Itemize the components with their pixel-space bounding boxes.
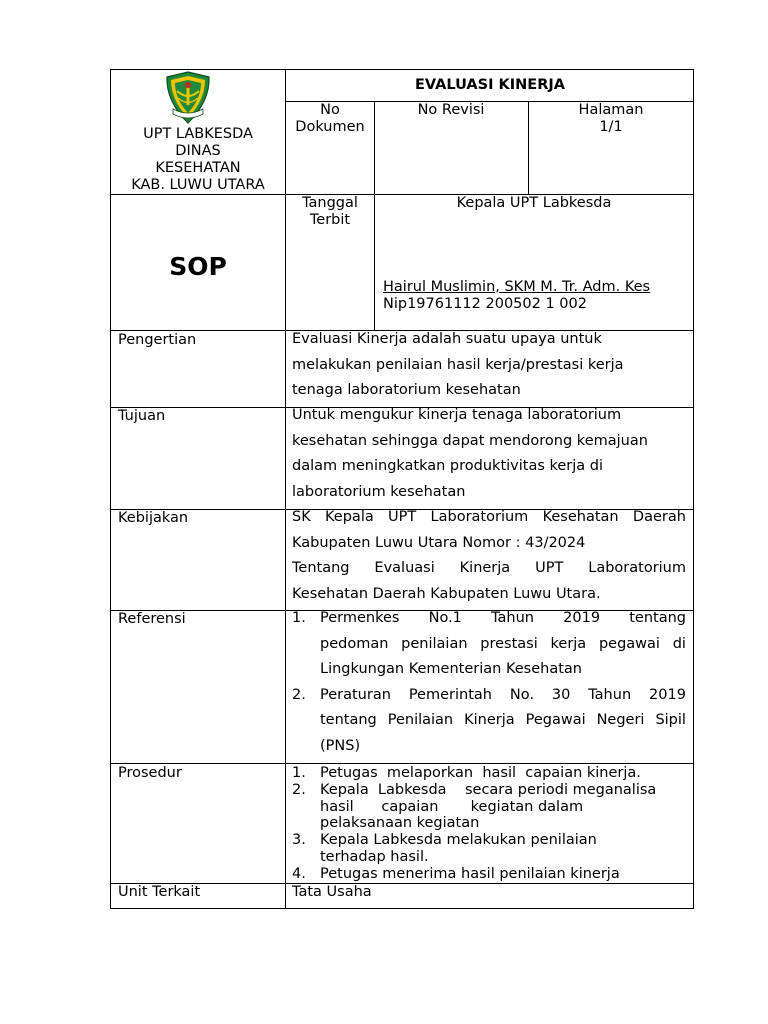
word: Permenkes: [320, 610, 400, 626]
referensi-line: [320, 683, 686, 709]
word: pegawai: [598, 635, 660, 652]
tujuan-line: Untuk mengukur kinerja tenaga laboratorium: [292, 407, 622, 423]
prosedur-line: Petugas melaporkan hasil capaian kinerja.: [320, 765, 641, 781]
prosedur-line: hasil capaian kegiatan dalam: [320, 798, 584, 815]
word: Evaluasi: [374, 560, 435, 576]
word: 30: [551, 686, 571, 703]
list-number: 2.: [292, 686, 306, 703]
org-line: DINAS: [175, 143, 221, 159]
halaman-value: 1/1: [599, 119, 623, 135]
referensi-line: [320, 606, 686, 632]
word: Kinerja: [464, 712, 515, 728]
luwu-utara-emblem-icon: [163, 71, 213, 125]
word: Kepala: [325, 509, 374, 525]
word: di: [672, 635, 686, 652]
tujuan-line: dalam meningkatkan produktivitas kerja di: [292, 458, 604, 474]
word: Laboratorium: [588, 560, 686, 576]
prosedur-line: Kepala Labkesda melakukan penilaian: [320, 832, 597, 849]
no-revisi-label: No Revisi: [417, 102, 485, 118]
org-line: KESEHATAN: [155, 160, 241, 176]
kebijakan-line: [292, 556, 686, 582]
prosedur-list: [292, 765, 686, 883]
kebijakan-label: Kebijakan: [118, 510, 189, 526]
tujuan-line: laboratorium kesehatan: [292, 483, 466, 500]
word: Tahun: [491, 610, 534, 626]
word: No.: [509, 686, 534, 703]
sop-label: SOP: [169, 252, 227, 281]
kebijakan-line: Kesehatan Daerah Kabupaten Luwu Utara.: [292, 585, 601, 602]
referensi-line: [320, 708, 686, 734]
pengertian-line: Evaluasi Kinerja adalah suatu upaya untuk: [292, 331, 602, 347]
word: penilaian: [401, 635, 468, 652]
signer-nip: Nip19761112 200502 1 002: [383, 296, 587, 312]
main-column-divider: [285, 69, 286, 909]
word: Penilaian: [387, 712, 454, 728]
organization-name: [112, 126, 284, 194]
list-item: [292, 683, 686, 760]
referensi-list: [292, 606, 686, 759]
list-item: [292, 782, 686, 832]
tujuan-text: [292, 403, 648, 505]
document-title: EVALUASI KINERJA: [415, 77, 565, 93]
list-number: 4.: [292, 865, 306, 882]
word: tentang: [320, 712, 377, 728]
list-item: [292, 606, 686, 683]
word: 2019: [649, 686, 686, 703]
word: Kinerja: [459, 560, 511, 576]
row-divider-prosedur: [110, 763, 694, 764]
word: Kesehatan: [542, 509, 619, 525]
word: Peraturan: [320, 686, 391, 703]
list-number: 3.: [292, 832, 306, 849]
word: prestasi: [480, 635, 538, 652]
word: UPT: [535, 560, 564, 576]
word: Tahun: [588, 686, 632, 703]
list-item: [292, 866, 686, 883]
list-item: [292, 765, 686, 782]
word: No.1: [428, 610, 462, 626]
referensi-label: Referensi: [118, 611, 186, 627]
header-divider-2: [528, 101, 529, 194]
pengertian-line: melakukan penilaian hasil kerja/prestasi kerja: [292, 356, 624, 373]
signer-name: Hairul Muslimin, SKM M. Tr. Adm. Kes: [383, 279, 651, 295]
tujuan-line: kesehatan sehingga dapat mendorong kemajuan: [292, 432, 648, 449]
prosedur-line: Petugas menerima hasil penilaian kinerja: [320, 865, 620, 882]
referensi-line: (PNS): [320, 737, 361, 754]
word: pedoman: [320, 635, 389, 652]
header-divider-1: [374, 101, 375, 330]
org-line: UPT LABKESDA: [143, 126, 253, 142]
prosedur-line: terhadap hasil.: [320, 848, 429, 865]
kebijakan-line: [292, 505, 686, 531]
word: UPT: [388, 509, 417, 525]
word: kerja: [550, 635, 587, 652]
unit-terkait-label: Unit Terkait: [118, 884, 201, 900]
list-number: 1.: [292, 765, 306, 781]
no-dokumen-label: No Dokumen: [295, 102, 365, 135]
list-number: 1.: [292, 610, 306, 626]
prosedur-line: pelaksanaan kegiatan: [320, 815, 480, 832]
tanggal-terbit-label: Tanggal Terbit: [302, 195, 358, 228]
unit-terkait-value: Tata Usaha: [292, 884, 372, 900]
word: Daerah: [632, 509, 686, 525]
word: tentang: [629, 610, 686, 626]
prosedur-line: Kepala Labkesda secara periodi meganalisa: [320, 781, 657, 798]
pengertian-text: [292, 327, 624, 404]
word: Sipil: [655, 712, 686, 728]
referensi-line: [320, 632, 686, 658]
word: 2019: [563, 610, 601, 626]
list-number: 2.: [292, 781, 306, 798]
word: Laboratorium: [430, 509, 529, 525]
kebijakan-text: [292, 505, 686, 607]
org-line: KAB. LUWU UTARA: [131, 177, 265, 193]
referensi-line: Lingkungan Kementerian Kesehatan: [320, 661, 582, 677]
halaman-label: Halaman: [578, 102, 644, 118]
word: Pemerintah: [408, 686, 492, 703]
pengertian-label: Pengertian: [118, 332, 197, 348]
prosedur-label: Prosedur: [118, 765, 182, 781]
pengertian-line: tenaga laboratorium kesehatan: [292, 382, 521, 398]
word: Tentang: [292, 560, 350, 576]
word: SK: [292, 509, 311, 525]
list-item: [292, 832, 686, 866]
kebijakan-line: Kabupaten Luwu Utara Nomor : 43/2024: [292, 534, 586, 551]
word: Negeri: [596, 712, 645, 728]
word: Pegawai: [525, 712, 586, 728]
kepala-label: Kepala UPT Labkesda: [456, 195, 612, 211]
tujuan-label: Tujuan: [118, 408, 166, 424]
